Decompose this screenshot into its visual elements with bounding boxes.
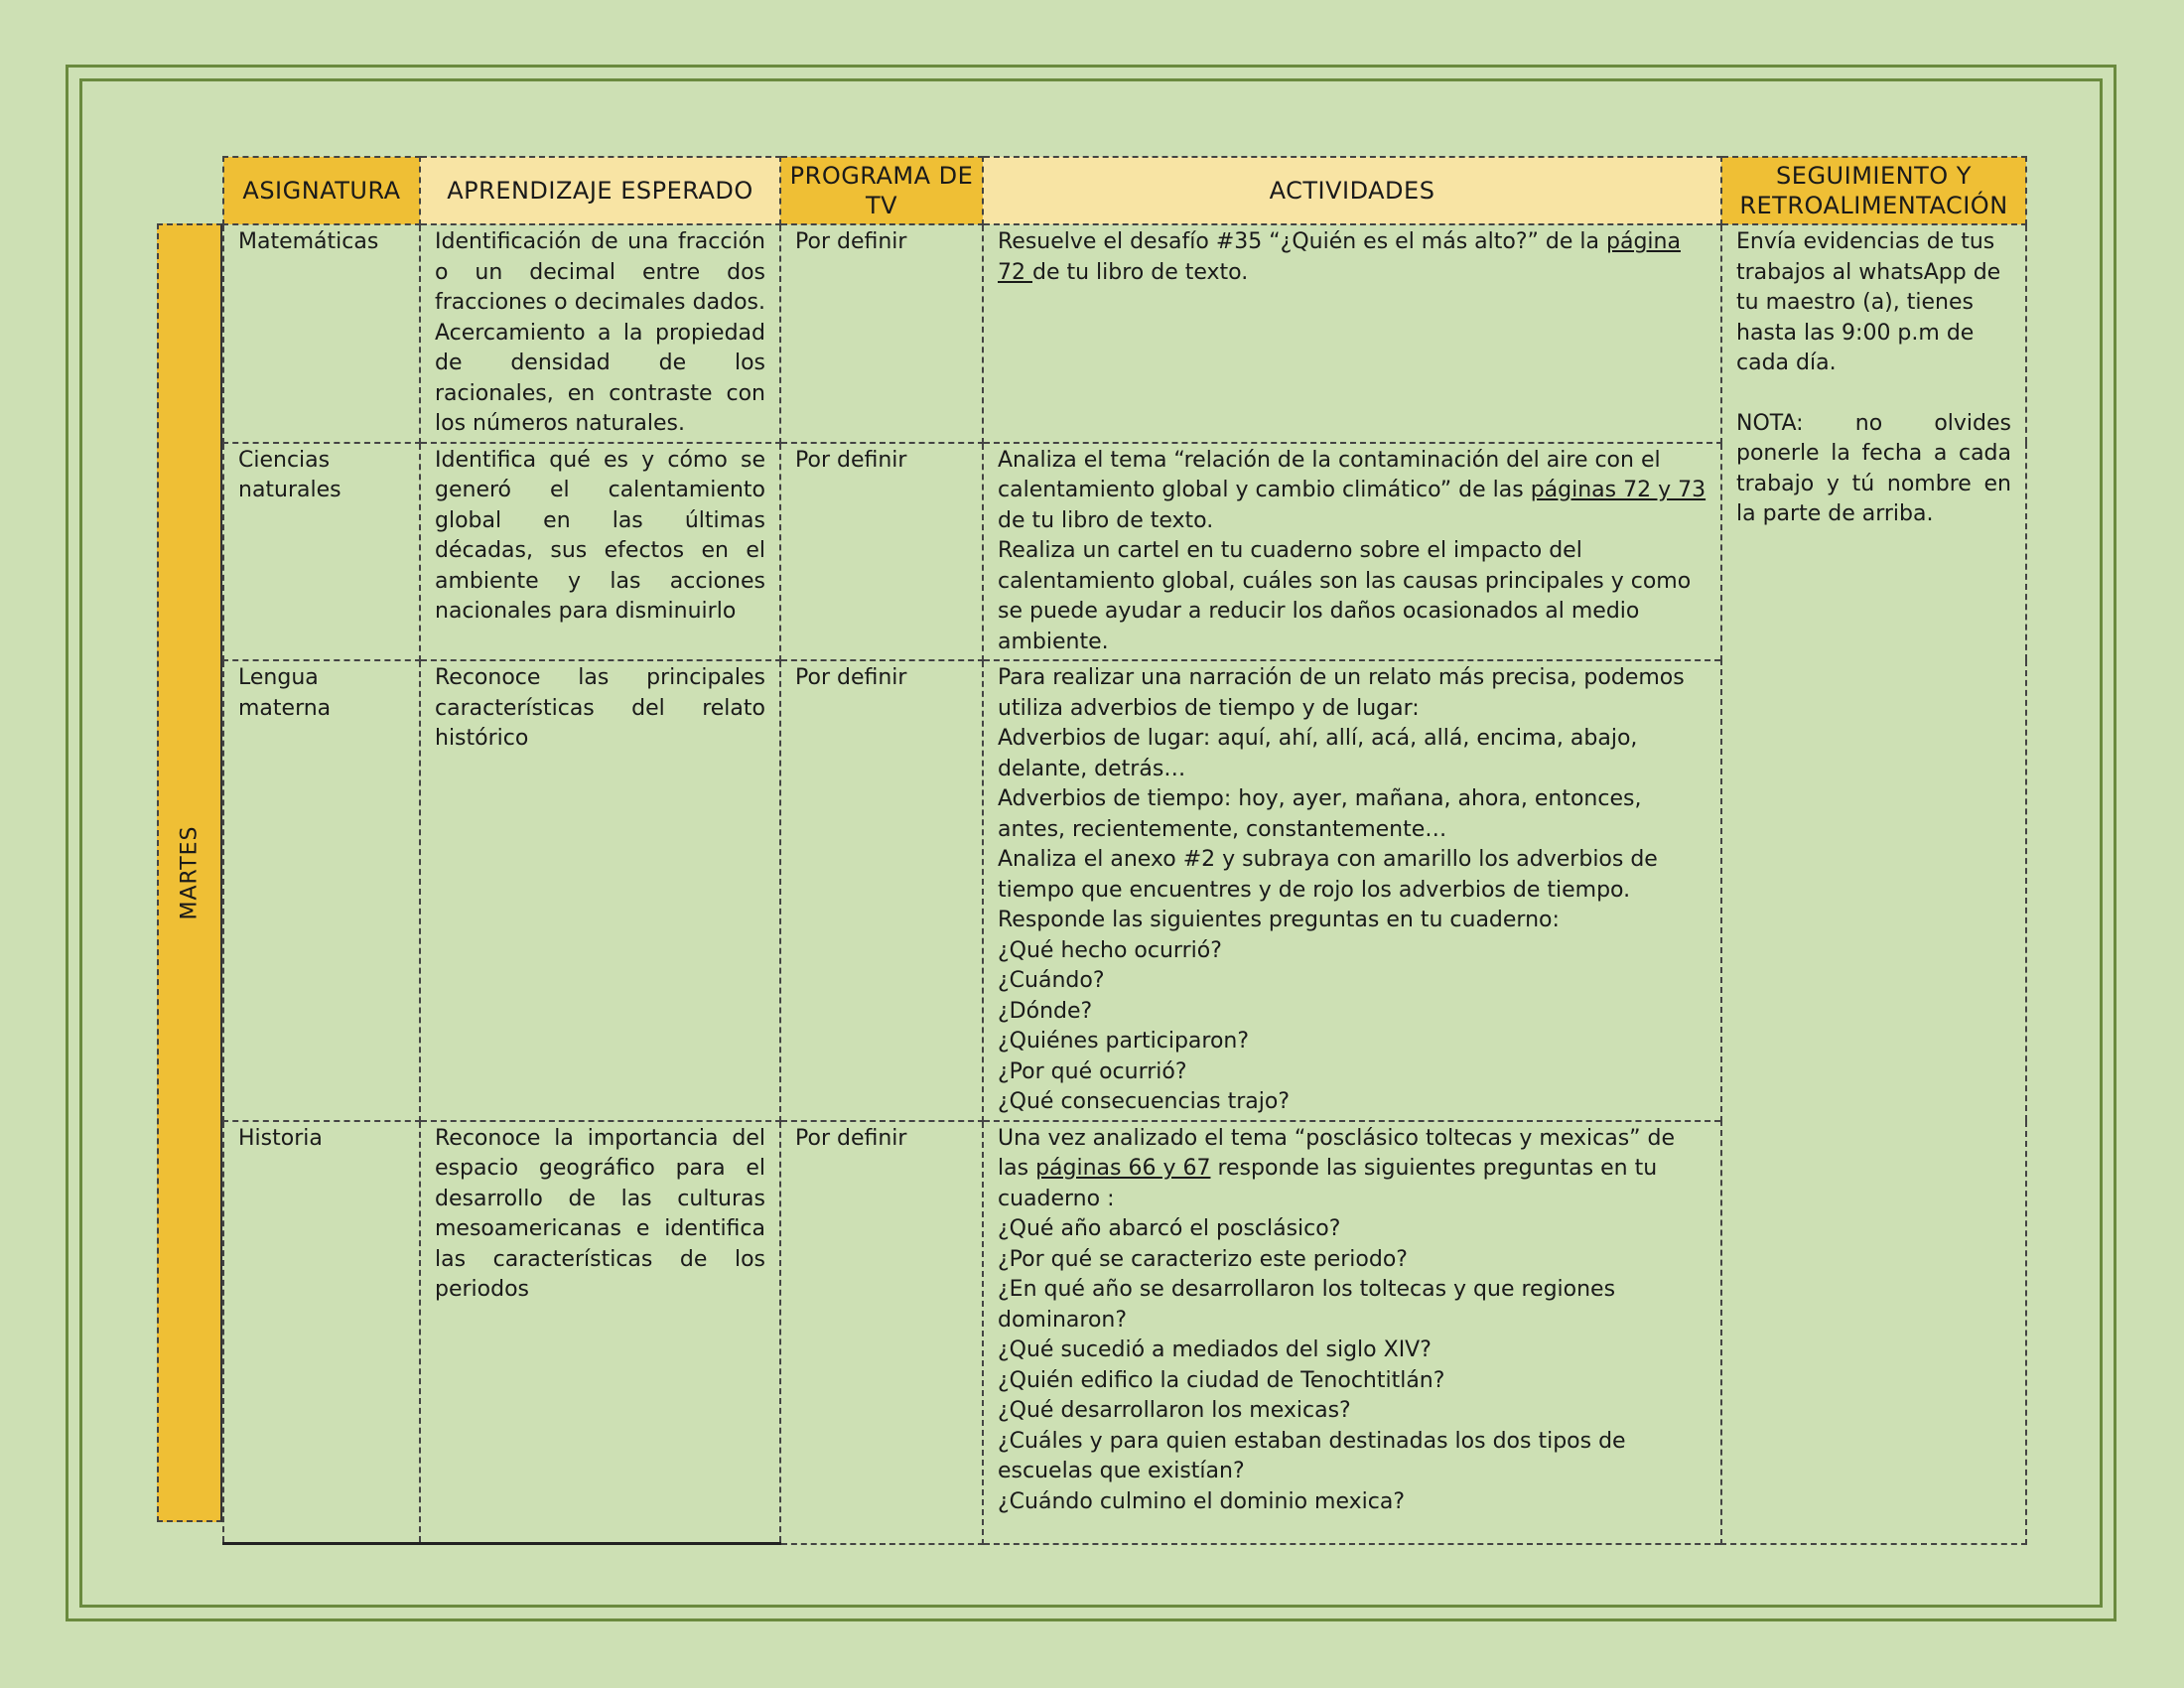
activity-text-part: responde las siguientes preguntas en tu cuaderno : bbox=[998, 1156, 1658, 1211]
activity-text bbox=[998, 1124, 1706, 1215]
activity-line: Para realizar una narración de un relato más precisa, podemos utiliza adverbios de tiempo y de lugar: bbox=[998, 665, 1685, 721]
cell-programa: Por definir bbox=[780, 224, 983, 443]
cell-aprendizaje: Identifica qué es y cómo se generó el calentamiento global en las últimas décadas, sus efectos en el ambiente y las acciones nacionales para disminuirlo bbox=[420, 443, 780, 661]
activity-text-part: de tu libro de texto. bbox=[1032, 259, 1249, 285]
cell-asignatura: Matemáticas bbox=[223, 224, 420, 443]
cell-aprendizaje: Reconoce las principales características del relato histórico bbox=[420, 660, 780, 1121]
cell-asignatura: Lengua materna bbox=[223, 660, 420, 1121]
activity-text: Realiza un cartel en tu cuaderno sobre el impacto del calentamiento global, cuáles son las causas principales y como se puede ayudar a reducir los daños ocasionados al medio ambiente. bbox=[998, 538, 1692, 654]
activity-line: Adverbios de tiempo: hoy, ayer, mañana, ahora, entonces, antes, recientemente, constantemente… bbox=[998, 786, 1642, 842]
question-line: ¿Por qué se caracterizo este periodo? bbox=[998, 1246, 1408, 1272]
header-aprendizaje: APRENDIZAJE ESPERADO bbox=[420, 157, 780, 224]
page-reference-link: páginas 66 y 67 bbox=[1035, 1156, 1211, 1181]
question-line: ¿Quiénes participaron? bbox=[998, 1029, 1250, 1054]
question-line: ¿Qué sucedió a mediados del siglo XIV? bbox=[998, 1337, 1432, 1362]
cell-programa: Por definir bbox=[780, 660, 983, 1121]
cell-programa: Por definir bbox=[780, 443, 983, 661]
cell-actividades bbox=[983, 1121, 1721, 1544]
header-programa: PROGRAMA DE TV bbox=[780, 157, 983, 224]
activity-text bbox=[998, 446, 1706, 537]
activity-line: Adverbios de lugar: aquí, ahí, allí, acá, allá, encima, abajo, delante, detrás… bbox=[998, 726, 1638, 781]
question-line: ¿Qué desarrollaron los mexicas? bbox=[998, 1398, 1351, 1423]
header-actividades: ACTIVIDADES bbox=[983, 157, 1721, 224]
lesson-plan-table bbox=[222, 156, 2027, 1545]
question-line: ¿Por qué ocurrió? bbox=[998, 1058, 1187, 1084]
question-line: ¿Cuándo culmino el dominio mexica? bbox=[998, 1488, 1405, 1514]
header-asignatura: ASIGNATURA bbox=[223, 157, 420, 224]
question-line: ¿Cuándo? bbox=[998, 968, 1105, 993]
day-label: MARTES bbox=[177, 825, 203, 920]
activity-text bbox=[998, 227, 1706, 288]
question-line: ¿Cuáles y para quien estaban destinadas los dos tipos de escuelas que existían? bbox=[998, 1428, 1626, 1483]
table-header-row bbox=[223, 157, 2026, 224]
activity-text-part: Resuelve el desafío #35 “¿Quién es el más alto?” de la bbox=[998, 229, 1606, 254]
question-line: ¿Dónde? bbox=[998, 998, 1093, 1024]
question-line: ¿En qué año se desarrollaron los toltecas y que regiones dominaron? bbox=[998, 1277, 1616, 1333]
seguimiento-text: Envía evidencias de tus trabajos al whatsApp de tu maestro (a), tienes hasta las 9:00 p.m de cada día. bbox=[1736, 229, 2001, 375]
activity-line: Responde las siguientes preguntas en tu cuaderno: bbox=[998, 908, 1560, 932]
cell-seguimiento bbox=[1721, 224, 2026, 1544]
activity-line: Analiza el anexo #2 y subraya con amarillo los adverbios de tiempo que encuentres y de rojo los adverbios de tiempo. bbox=[998, 847, 1658, 903]
activity-text-part: de tu libro de texto. bbox=[998, 507, 1214, 533]
page-reference-link: páginas 72 y 73 bbox=[1530, 478, 1706, 502]
cell-programa: Por definir bbox=[780, 1121, 983, 1544]
cell-aprendizaje: Identificación de una fracción o un decimal entre dos fracciones o decimales dados. Acercamiento a la propiedad de densidad de los racionales, en contraste con los números naturales. bbox=[420, 224, 780, 443]
seguimiento-nota: NOTA: no olvides ponerle la fecha a cada trabajo y tú nombre en la parte de arriba. bbox=[1736, 410, 2011, 526]
cell-actividades bbox=[983, 660, 1721, 1121]
question-line: ¿Qué año abarcó el posclásico? bbox=[998, 1216, 1341, 1241]
table-row bbox=[223, 224, 2026, 443]
activity-text-part: Analiza el tema “relación de la contaminación del aire con el calentamiento global y cambio climático” de las bbox=[998, 447, 1661, 502]
cell-asignatura: Historia bbox=[223, 1121, 420, 1544]
activity-text-part: Una vez analizado el tema “posclásico toltecas y mexicas” de las bbox=[998, 1125, 1676, 1181]
question-line: ¿Quién edifico la ciudad de Tenochtitlán? bbox=[998, 1367, 1445, 1393]
question-line: ¿Qué consecuencias trajo? bbox=[998, 1089, 1291, 1114]
header-seguimiento: SEGUIMIENTO Y RETROALIMENTACIÓN bbox=[1721, 157, 2026, 224]
day-column bbox=[157, 223, 222, 1522]
cell-aprendizaje: Reconoce la importancia del espacio geográfico para el desarrollo de las culturas mesoamericanas e identifica las características de los periodos bbox=[420, 1121, 780, 1544]
page-reference-link: página 72 bbox=[998, 229, 1681, 285]
cell-actividades bbox=[983, 224, 1721, 443]
cell-asignatura: Ciencias naturales bbox=[223, 443, 420, 661]
cell-actividades bbox=[983, 443, 1721, 661]
question-line: ¿Qué hecho ocurrió? bbox=[998, 937, 1222, 963]
